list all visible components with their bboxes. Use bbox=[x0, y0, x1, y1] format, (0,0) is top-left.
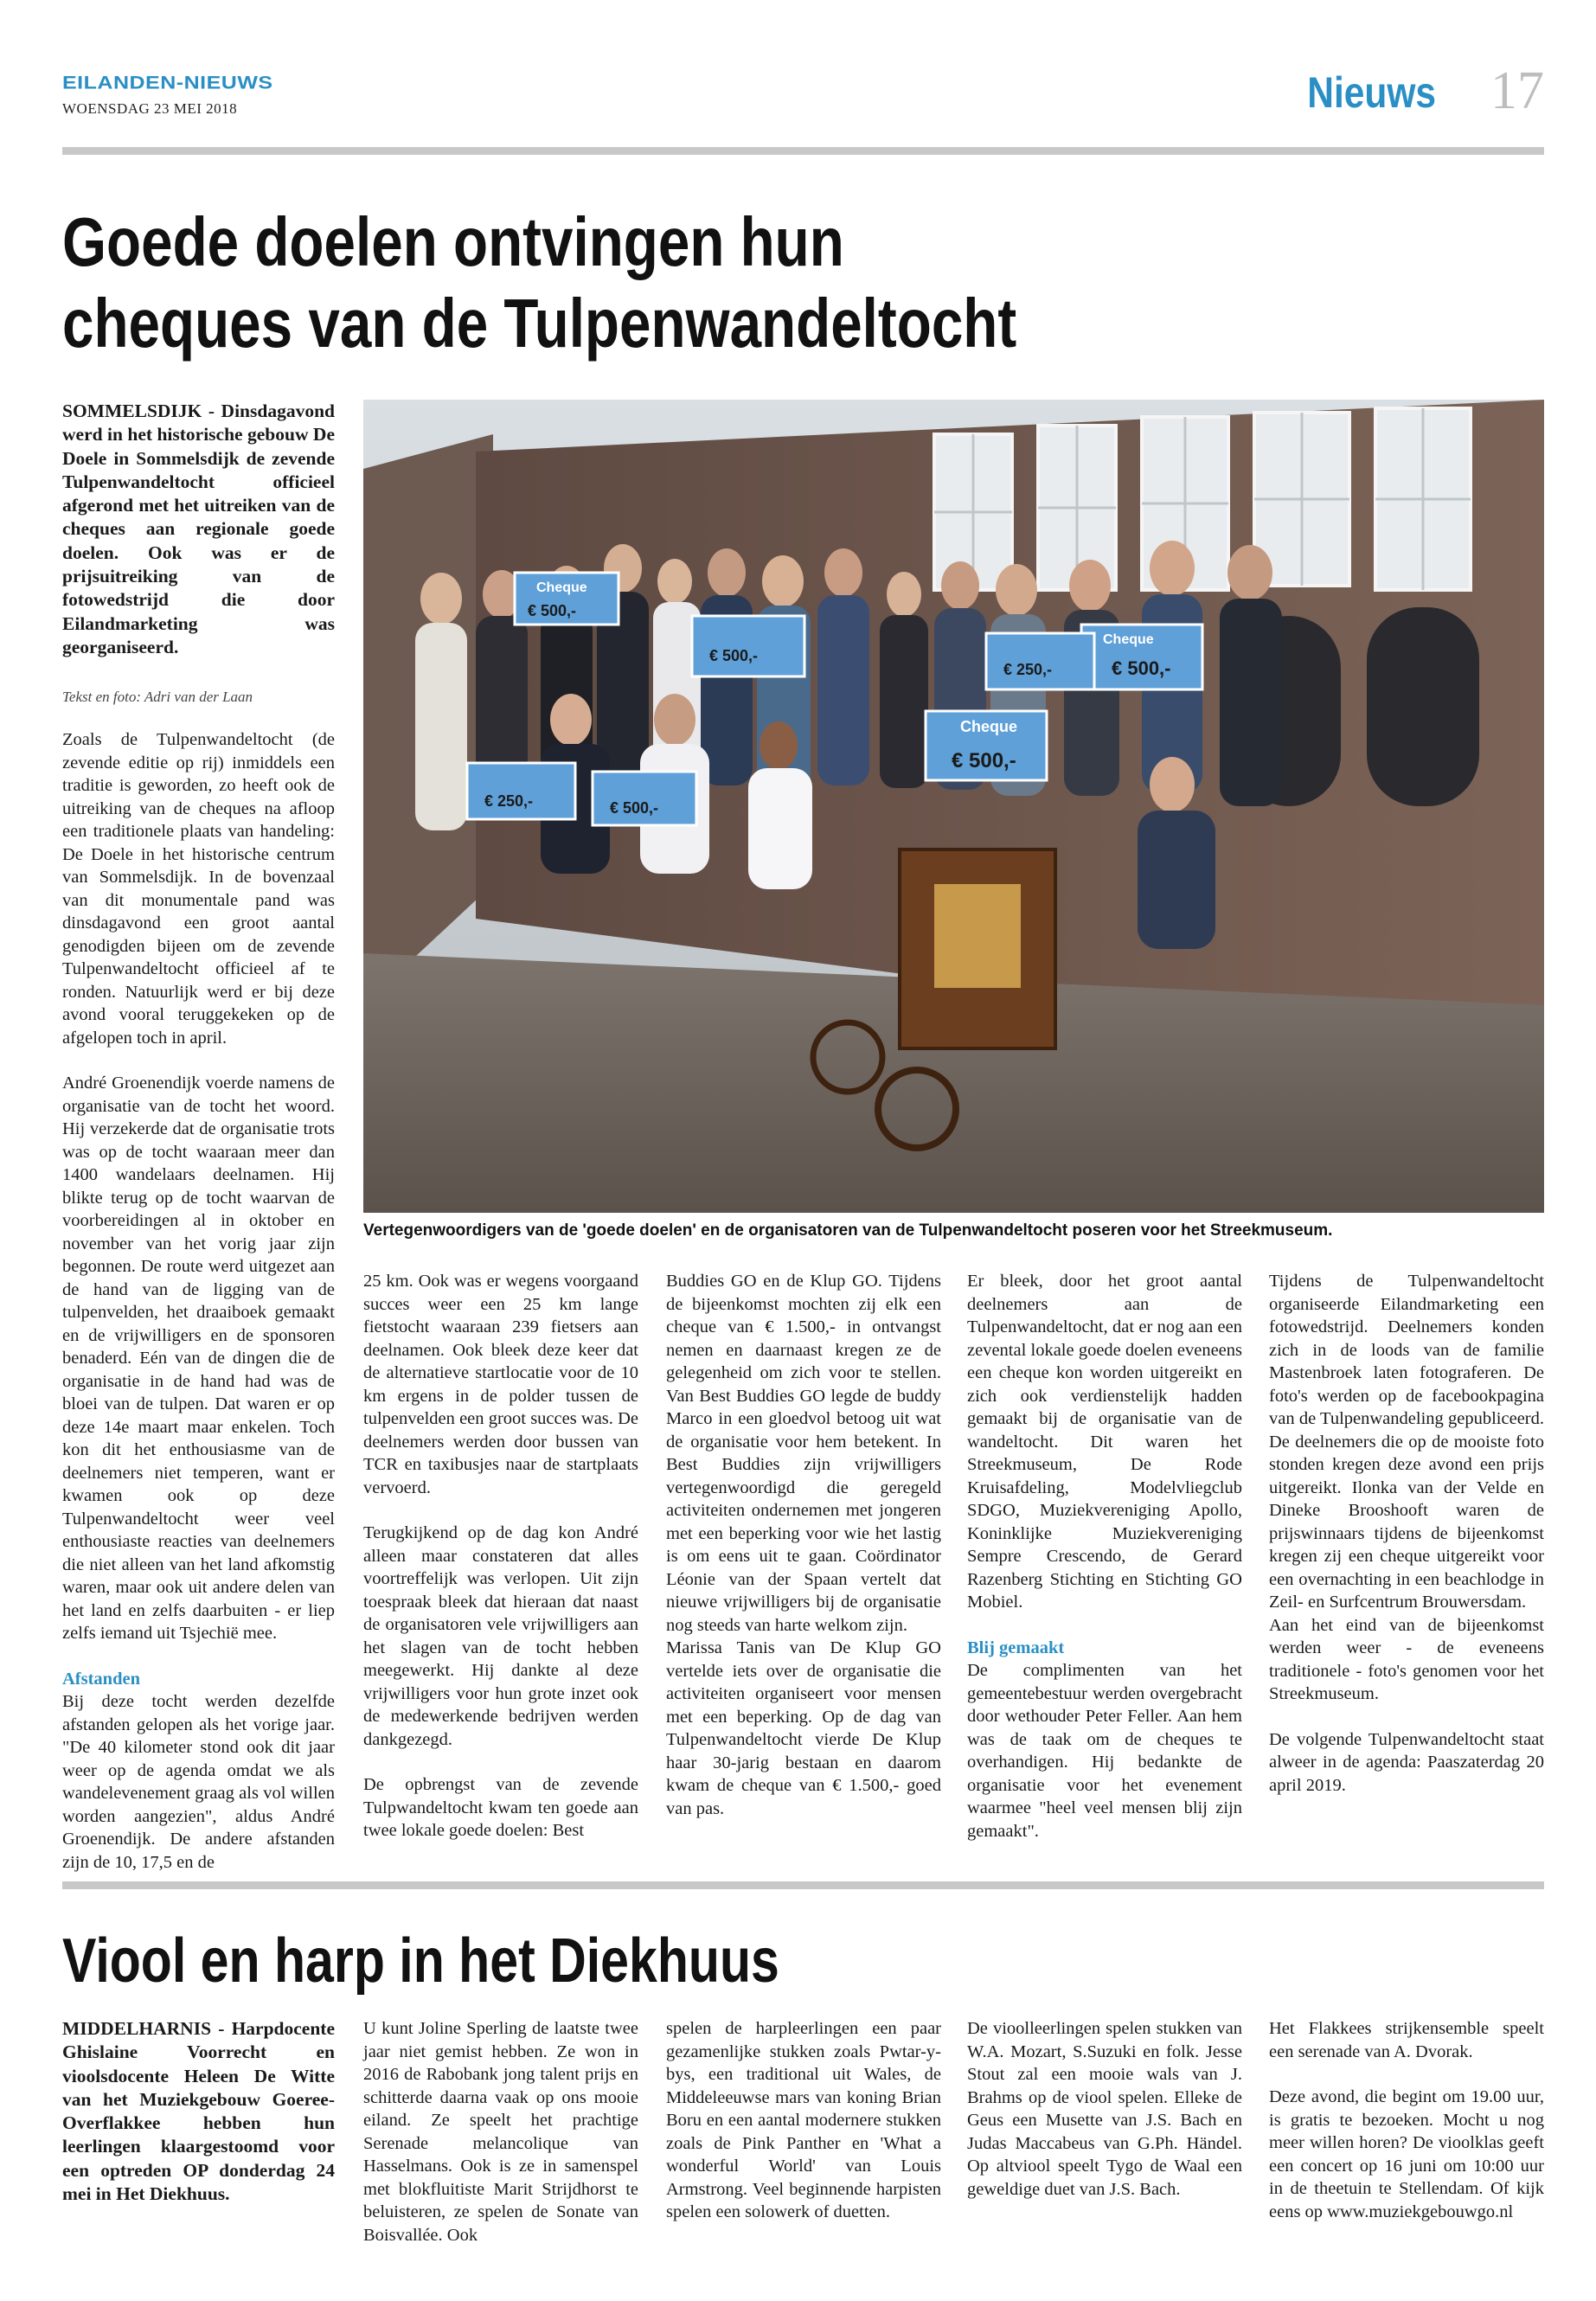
paragraph: Er bleek, door het groot aantal deelnemers aan de Tulpenwandeltocht, dat er nog aan een zevental lokale goede doelen eveneens een cheque kon worden uitgereikt en zich ook verdienstelijk hadden gemaakt bij de organisatie van de wandeltocht. Dit waren het Streekmuseum, De Rode Kruisafdeling, Modelvliegclub SDGO, Muziekvereniging Apollo, Koninklijke Muziekvereniging Sempre Crescendo, de Gerard Razenberg Stichting en Stichting GO Mobiel. bbox=[967, 1272, 1242, 1612]
cheque-card bbox=[593, 772, 696, 825]
article2-column-4 bbox=[967, 2017, 1242, 2201]
article1-headline-line2: cheques van de Tulpenwandeltocht bbox=[62, 285, 1017, 362]
article-divider bbox=[62, 1881, 1544, 1889]
paragraph: Marissa Tanis van De Klup GO vertelde iets over de organisatie die activiteiten organiseert voor mensen met een beperking. Op de dag van Tulpenwandeltocht vierde De Klup haar 30-jarig bestaan en daarom kwam de cheque van € 1.500,- goed van pas. bbox=[666, 1638, 941, 1818]
paragraph: De opbrengst van de zevende Tulpwandeltocht kwam ten goede aan twee lokale goede doelen: Best bbox=[363, 1775, 638, 1840]
cheque-title: Cheque bbox=[960, 718, 1018, 735]
article1-column-1 bbox=[62, 728, 335, 1874]
subhead-blij-gemaakt: Blij gemaakt bbox=[967, 1638, 1065, 1657]
paragraph: Terugkijkend op de dag kon André alleen maar constateren dat alles voortreffelijk was verlopen. Uit zijn toespraak bleek dat hieraan dat naast de organisatoren vele vrijwilligers aan het slagen van de tocht hebben meegewerkt. Hij dankte al deze vrijwilligers voor hun grote inzet ook de medewerkende bedrijven werden dankgezegd. bbox=[363, 1523, 638, 1749]
cheque-amount: € 500,- bbox=[952, 749, 1016, 772]
paragraph: U kunt Joline Sperling de laatste twee jaar niet gemist hebben. Ze won in 2016 de Rabobank jong talent prijs en schitterde daarna vaak op ons mooie eiland. Ze speelt het prachtige Serenade melancolique van Hasselmans. Ook is ze in samenspel met blokfluitiste Marit Strijdhorst te beluisteren, ze spelen de Sonate van Boisvallée. Ook bbox=[363, 2019, 638, 2245]
group-photo bbox=[363, 400, 1544, 1213]
article1-lead: SOMMELSDIJK - Dinsdagavond werd in het historische gebouw De Doele in Sommelsdijk de zevende Tulpenwandeltocht officieel afgerond met het uitreiken van de cheques aan regionale goede doelen. Ook was er de prijsuitreiking van de fotowedstrijd die door Eilandmarketing was georganiseerd. bbox=[62, 401, 335, 657]
cheque-card bbox=[515, 573, 619, 625]
cheque-card bbox=[692, 616, 804, 676]
paragraph: De complimenten van het gemeentebestuur werden overgebracht door wethouder Peter Feller. Aan hem was de taak om de cheques te overhandigen. Hij bedankte de organisatie voor het evenement waarmee "heel veel mensen blij zijn gemaakt". bbox=[967, 1661, 1242, 1841]
cheque-amount: € 250,- bbox=[484, 792, 534, 810]
article2-lead: MIDDELHARNIS - Harpdocente Ghislaine Voorrecht en vioolsdocente Heleen De Witte van het Muziekgebouw Goeree-Overflakkee hebben hun leerlingen klaargestoomd voor een optreden OP donderdag 24 mei in Het Diekhuus. bbox=[62, 2018, 335, 2205]
article2-column-5 bbox=[1269, 2017, 1544, 2223]
paragraph: Deze avond, die begint om 19.00 uur, is gratis te bezoeken. Mocht u nog meer willen horen? De vioolklas geeft een concert op 16 juni om 10:00 uur in de theetuin te Stellendam. Of kijk eens op www.muziekgebouwgo.nl bbox=[1269, 2087, 1544, 2221]
article1-headline-line1: Goede doelen ontvingen hun bbox=[62, 203, 844, 280]
cheque-amount: € 500,- bbox=[610, 799, 659, 817]
article2-headline: Viool en harp in het Diekhuus bbox=[62, 1926, 779, 1996]
section-label: Nieuws bbox=[1307, 68, 1436, 117]
article2-column-2 bbox=[363, 2017, 638, 2247]
cheque-title: Cheque bbox=[536, 580, 587, 595]
cheque-title: Cheque bbox=[1103, 632, 1154, 647]
publication-date: WOENSDAG 23 MEI 2018 bbox=[62, 100, 238, 117]
photo-credit: Tekst en foto: Adri van der Laan bbox=[62, 689, 253, 705]
article1-column-5 bbox=[1269, 1270, 1544, 1797]
article1-column-2 bbox=[363, 1270, 638, 1843]
paragraph: 25 km. Ook was er wegens voorgaand succes weer een 25 km lange fietstocht waaraan 239 fietsers aan deelnamen. Ook bleek deze keer dat de alternatieve startlocatie voor de 10 km ergens in de polder tussen de tulpenvelden een groot succes was. De deelnemers werden door bussen van TCR en taxibusjes naar de startplaats vervoerd. bbox=[363, 1272, 638, 1497]
cheque-card bbox=[1081, 625, 1202, 689]
top-rule bbox=[62, 147, 1544, 155]
cheque-card bbox=[926, 711, 1047, 780]
masthead-logo: EILANDEN-NIEUWS bbox=[62, 73, 273, 93]
article1-column-4 bbox=[967, 1270, 1242, 1843]
cheque-amount: € 500,- bbox=[1112, 657, 1171, 679]
paragraph: Het Flakkees strijkensemble speelt een serenade van A. Dvorak. bbox=[1269, 2019, 1544, 2061]
paragraph: Bij deze tocht werden dezelfde afstanden gelopen als het vorige jaar. "De 40 kilometer stond ook dit jaar weer op de agenda omdat we als wandelevenement graag als vol willen worden aangezien", aldus André Groenendijk. De andere afstanden zijn de 10, 17,5 en de bbox=[62, 1692, 335, 1872]
paragraph: Buddies GO en de Klup GO. Tijdens de bijeenkomst mochten zij elk een cheque van € 1.500,- in ontvangst nemen en daarnaast kregen ze de gelegenheid om zich voor te stellen. Van Best Buddies GO legde de buddy Marco in een gloedvol betoog uit wat de organisatie voor hem betekent. In Best Buddies zijn vrijwilligers vertegenwoordigd die geregeld activiteiten ondernemen met jongeren met een beperking voor wie het lastig is om eens uit te gaan. Coördinator Léonie van der Spaan vertelt dat nieuwe vrijwilligers bij de organisatie nog steeds van harte welkom zijn. bbox=[666, 1272, 941, 1635]
subhead-afstanden: Afstanden bbox=[62, 1669, 140, 1689]
article2-column-3 bbox=[666, 2017, 941, 2224]
cheque-amount: € 500,- bbox=[709, 647, 759, 664]
paragraph: Aan het eind van de bijeenkomst werden weer - de eveneens traditionele - foto's genomen voor het Streekmuseum. bbox=[1269, 1615, 1544, 1703]
article1-column-3 bbox=[666, 1270, 941, 1820]
paragraph: Tijdens de Tulpenwandeltocht organiseerde Eilandmarketing een fotowedstrijd. Deelnemers konden zich in de loods van de familie Mastenbroek laten fotograferen. De foto's werden op de facebookpagina van de Tulpenwandeling gepubliceerd. De deelnemers die op de mooiste foto stonden kregen deze avond een prijs uitgereikt. Ilonka van der Velde en Dineke Brooshooft waren de prijswinnaars tijdens de bijeenkomst kregen zij een cheque uitgereikt voor een overnachting in een beachlodge in Zeil- en Surfcentrum Brouwersdam. bbox=[1269, 1272, 1544, 1612]
cheque-amount: € 250,- bbox=[1003, 661, 1053, 678]
photo-caption: Vertegenwoordigers van de 'goede doelen' en de organisatoren van de Tulpenwandeltocht poseren voor het Streekmuseum. bbox=[363, 1221, 1333, 1240]
group-photo-illustration bbox=[363, 400, 1544, 1213]
paragraph: De volgende Tulpenwandeltocht staat alweer in de agenda: Paaszaterdag 20 april 2019. bbox=[1269, 1729, 1544, 1795]
cheque-card bbox=[986, 633, 1094, 689]
page-number: 17 bbox=[1490, 61, 1544, 120]
cheque-card bbox=[467, 763, 575, 819]
paragraph: Zoals de Tulpenwandeltocht (de zevende editie op rij) inmiddels een traditie is geworden, zo heeft ook de uitreiking van de cheques na afloop een traditionele plaats van handeling: De Doele in het historische centrum van Sommelsdijk. In de bovenzaal van dit monumentale pand was dinsdagavond een groot aantal genodigden bijeen om de zevende Tulpenwandeltocht officieel af te ronden. Natuurlijk werd er bij deze avond vooral teruggekeken op de afgelopen toch in april. bbox=[62, 730, 335, 1048]
paragraph: spelen de harpleerlingen een paar gezamenlijke stukken zoals Pwtar-y-bys, een traditional uit Wales, de Middeleeuwse mars van koning Brian Boru en een aantal modernere stukken zoals de Pink Panther en 'What a wonderful World' van Louis Armstrong. Veel beginnende harpisten spelen een solowerk of duetten. bbox=[666, 2019, 941, 2221]
paragraph: De vioolleerlingen spelen stukken van W.A. Mozart, S.Suzuki en folk. Jesse Stout zal een mooie wals van J. Brahms op de viool spelen. Elleke de Geus een Musette van J.S. Bach en Judas Maccabeus van G.Ph. Händel. Op altviool speelt Tygo de Waal een geweldige duet van J.S. Bach. bbox=[967, 2019, 1242, 2199]
cheque-amount: € 500,- bbox=[528, 602, 577, 619]
paragraph: André Groenendijk voerde namens de organisatie van de tocht het woord. Hij verzekerde dat de organisatie trots was op de tocht waaraan meer dan 1400 wandelaars deelnamen. Hij blikte terug op de tocht waarvan de voorbereidingen al in oktober en november van het vorig jaar zijn begonnen. De route werd uitgezet aan de hand van de ligging van de tulpenvelden, het draaiboek gemaakt en de vrijwilligers en de sponsoren benaderd. Eén van de dingen die de organisatie in de hand had was de bloei van de tulpen. Dat waren er op deze 14e maart maar enkelen. Toch kon dit het enthousiasme van de deelnemers niet temperen, want er kwamen ook op deze Tulpenwandeltocht weer veel enthousiaste reacties van deelnemers die niet alleen van het land afkomstig waren, maar ook uit andere delen van het land en zelfs daarbuiten - er liep zelfs iemand uit Tsjechië mee. bbox=[62, 1074, 335, 1643]
